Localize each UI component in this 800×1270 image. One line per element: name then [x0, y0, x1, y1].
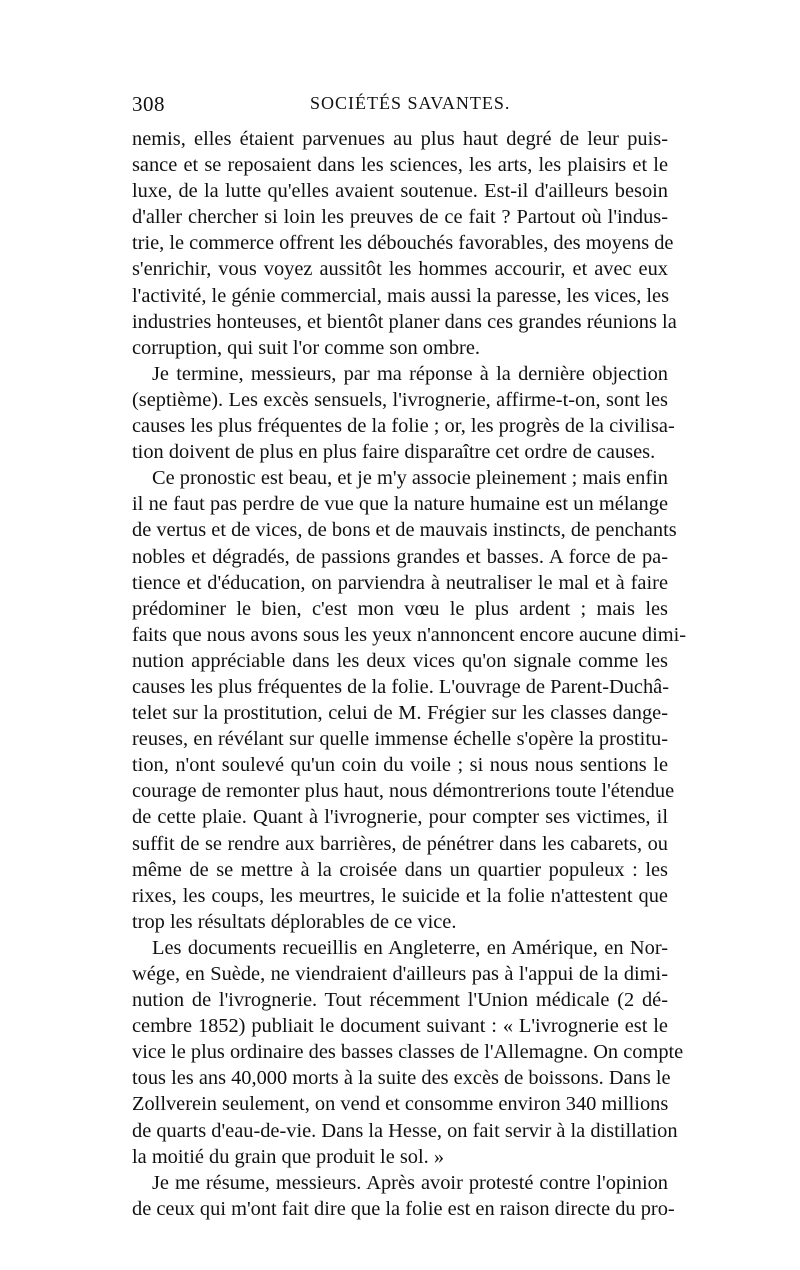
text-line: vice le plus ordinaire des basses classes de l'Allemagne. On compte — [132, 1041, 684, 1064]
text-line: même de se mettre à la croisée dans un quartier populeux : les — [132, 858, 668, 881]
page-number: 308 — [132, 92, 165, 116]
text-line: trop les résultats déplorables de ce vice. — [132, 910, 457, 933]
page-header — [132, 92, 668, 126]
text-line: rixes, les coups, les meurtres, le suicide et la folie n'attestent que — [132, 884, 668, 907]
text-line: sance et se reposaient dans les sciences, les arts, les plaisirs et le — [132, 154, 668, 177]
text-line: de vertus et de vices, de bons et de mauvais instincts, de penchants — [132, 519, 677, 542]
text-line: l'activité, le génie commercial, mais aussi la paresse, les vices, les — [132, 284, 670, 307]
text-line: cembre 1852) publiait le document suivant : « L'ivrognerie est le — [132, 1015, 668, 1038]
text-line: trie, le commerce offrent les débouchés favorables, des moyens de — [132, 232, 674, 255]
text-line: industries honteuses, et bientôt planer dans ces grandes réunions la — [132, 310, 677, 333]
text-line: la moitié du grain que produit le sol. » — [132, 1145, 445, 1168]
text-line: de quarts d'eau-de-vie. Dans la Hesse, on fait servir à la distillation — [132, 1119, 678, 1142]
text-line: telet sur la prostitution, celui de M. Frégier sur les classes dange- — [132, 702, 668, 725]
text-line: causes les plus fréquentes de la folie ; or, les progrès de la civilisa- — [132, 415, 675, 438]
text-line: tion, n'ont soulevé qu'un coin du voile ; si nous nous sentions le — [132, 754, 668, 777]
text-line: nobles et dégradés, de passions grandes et basses. A force de pa- — [132, 545, 668, 568]
text-line: luxe, de la lutte qu'elles avaient soutenue. Est-il d'ailleurs besoin — [132, 180, 668, 203]
text-line: tous les ans 40,000 morts à la suite des excès de boissons. Dans le — [132, 1067, 671, 1090]
text-line: d'aller chercher si loin les preuves de ce fait ? Partout où l'indus- — [132, 206, 668, 229]
text-line: Je me résume, messieurs. Après avoir protesté contre l'opinion — [152, 1171, 668, 1194]
text-line: Je termine, messieurs, par ma réponse à la dernière objection — [152, 362, 668, 385]
text-line: reuses, en révélant sur quelle immense échelle s'opère la prostitu- — [132, 728, 668, 751]
text-line: corruption, qui suit l'or comme son ombre. — [132, 336, 480, 359]
text-line: nution appréciable dans les deux vices qu'on signale comme les — [132, 649, 668, 672]
text-line: de ceux qui m'ont fait dire que la folie est en raison directe du pro- — [132, 1197, 675, 1220]
book-page — [132, 92, 687, 1222]
running-head: SOCIÉTÉS SAVANTES. — [310, 93, 511, 113]
text-line: nemis, elles étaient parvenues au plus haut degré de leur puis- — [132, 128, 668, 150]
text-line: Les documents recueillis en Angleterre, en Amérique, en Nor- — [152, 936, 668, 959]
text-line: faits que nous avons sous les yeux n'annoncent encore aucune dimi- — [132, 623, 687, 646]
text-line: tion doivent de plus en plus faire disparaître cet ordre de causes. — [132, 441, 656, 464]
text-line: causes les plus fréquentes de la folie. L'ouvrage de Parent-Duchâ- — [132, 675, 670, 698]
text-line: prédominer le bien, c'est mon vœu le plus ardent ; mais les — [132, 597, 668, 620]
text-line: il ne faut pas perdre de vue que la nature humaine est un mélange — [132, 493, 668, 516]
text-line: Zollverein seulement, on vend et consomme environ 340 millions — [132, 1093, 669, 1116]
text-line: wége, en Suède, ne viendraient d'ailleurs pas à l'appui de la dimi- — [132, 963, 668, 985]
text-line: nution de l'ivrognerie. Tout récemment l'Union médicale (2 dé- — [132, 989, 668, 1012]
text-line: Ce pronostic est beau, et je m'y associe pleinement ; mais enfin — [152, 467, 668, 490]
text-line: courage de remonter plus haut, nous démontrerions toute l'étendue — [132, 780, 675, 803]
text-line: (septième). Les excès sensuels, l'ivrognerie, affirme-t-on, sont les — [132, 388, 668, 411]
body-text — [132, 126, 687, 1222]
text-line: de cette plaie. Quant à l'ivrognerie, pour compter ses victimes, il — [132, 806, 668, 829]
text-line: tience et d'éducation, on parviendra à neutraliser le mal et à faire — [132, 571, 668, 594]
text-line: s'enrichir, vous voyez aussitôt les hommes accourir, et avec eux — [132, 258, 668, 281]
text-line: suffit de se rendre aux barrières, de pénétrer dans les cabarets, ou — [132, 832, 668, 855]
